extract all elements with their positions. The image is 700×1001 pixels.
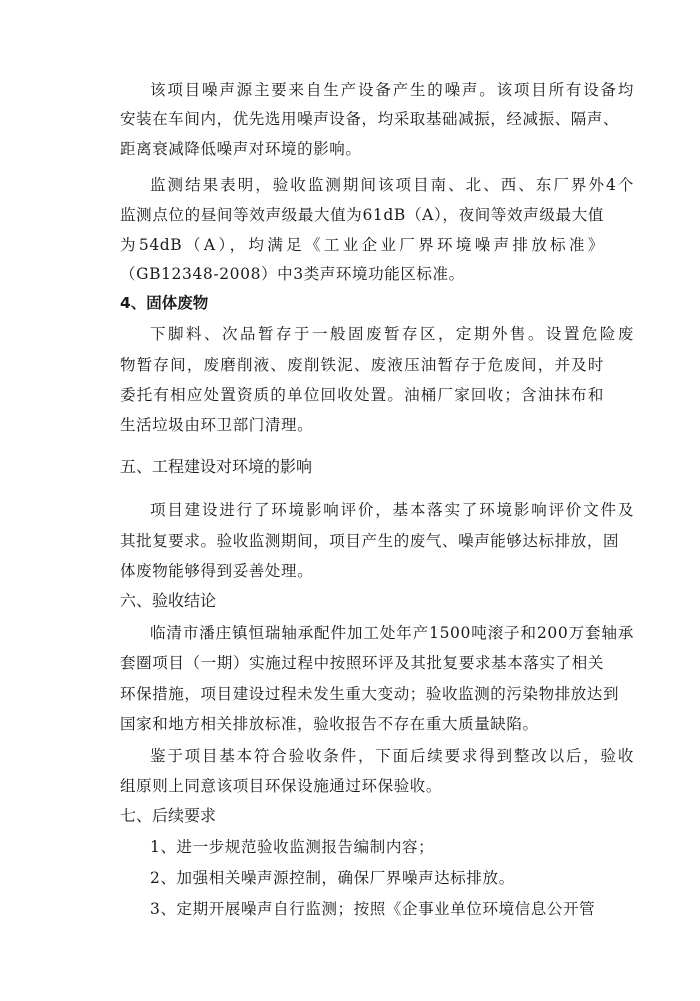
solid-waste-para-line-1: 下脚料、次品暂存于一般固废暂存区，定期外售。设置危险废 — [150, 325, 634, 343]
solid-waste-para-line-2: 物暂存间，废磨削液、废削铁泥、废液压油暂存于危废间，并及时 — [120, 356, 604, 374]
section5-heading: 五、工程建设对环境的影响 — [120, 457, 313, 476]
section6-para-1-line-3: 环保措施，项目建设过程未发生重大变动；验收监测的污染物排放达到 — [120, 685, 620, 703]
section6-para-2-line-2: 组原则上同意该项目环保设施通过环保验收。 — [120, 777, 443, 795]
section5-para-line-1: 项目建设进行了环境影响评价，基本落实了环境影响评价文件及 — [150, 501, 634, 519]
section7-heading: 七、后续要求 — [120, 806, 217, 825]
section6-para-2-line-1: 鉴于项目基本符合验收条件，下面后续要求得到整改以后，验收 — [150, 747, 634, 765]
noise-para-1-line-3: 距离衰减降低噪声对环境的影响。 — [120, 140, 362, 158]
noise-para-2-line-4: （GB12348-2008）中3类声环境功能区标准。 — [120, 265, 465, 283]
noise-para-2-line-2: 监测点位的昼间等效声级最大值为61dB（A），夜间等效声级最大值 — [120, 206, 604, 224]
section6-para-1-line-2: 套圈项目（一期）实施过程中按照环评及其批复要求基本落实了相关 — [120, 654, 604, 672]
solid-waste-para-line-3: 委托有相应处置资质的单位回收处置。油桶厂家回收；含油抹布和 — [120, 386, 604, 404]
noise-para-1-line-1: 该项目噪声源主要来自生产设备产生的噪声。该项目所有设备均 — [150, 81, 634, 99]
solid-waste-para-line-4: 生活垃圾由环卫部门清理。 — [120, 416, 314, 434]
section5-para-line-3: 体废物能够得到妥善处理。 — [120, 562, 314, 580]
noise-para-2-line-3: 为54dB（A），均满足《工业企业厂界环境噪声排放标准》 — [120, 236, 604, 254]
section6-para-1-line-1: 临清市潘庄镇恒瑞轴承配件加工处年产1500吨滚子和200万套轴承 — [150, 624, 634, 642]
section7-item-3: 3、定期开展噪声自行监测；按照《企事业单位环境信息公开管 — [150, 900, 596, 918]
solid-waste-heading: 4、固体废物 — [120, 294, 209, 312]
section7-item-1: 1、进一步规范验收监测报告编制内容； — [150, 838, 435, 856]
section5-para-line-2: 其批复要求。验收监测期间，项目产生的废气、噪声能够达标排放，固 — [120, 532, 620, 550]
noise-para-1-line-2: 安装在车间内，优先选用噪声设备，均采取基础减振，经减振、隔声、 — [120, 110, 620, 128]
section6-heading: 六、验收结论 — [120, 591, 217, 610]
section7-item-2: 2、加强相关噪声源控制，确保厂界噪声达标排放。 — [150, 869, 515, 887]
section6-para-1-line-4: 国家和地方相关排放标准，验收报告不存在重大质量缺陷。 — [120, 715, 539, 733]
noise-para-2-line-1: 监测结果表明，验收监测期间该项目南、北、西、东厂界外4个 — [150, 176, 634, 194]
